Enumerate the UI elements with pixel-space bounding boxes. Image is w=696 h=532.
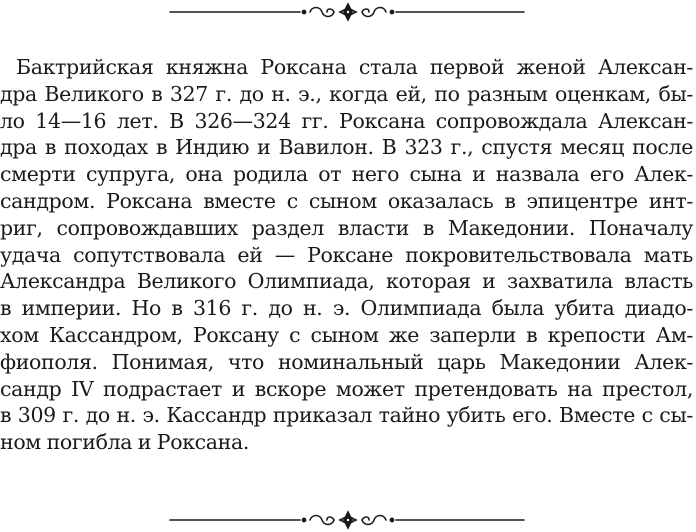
text-line: хом Кассандром, Роксану с сыном же заперли в крепости Ам- [0,322,693,347]
text-line: Александра Великого Олимпиада, которая и захватила власть [0,269,693,294]
text-line: дра в походах в Индию и Вавилон. В 323 г., спустя месяц после [0,135,693,160]
text-line: в 309 г. до н. э. Кассандр приказал тайно убить его. Вместе с сы- [0,403,693,428]
article-text [0,54,693,456]
text-line: риг, сопровождавших раздел власти в Македонии. Поначалу [0,215,693,240]
text-line: в империи. Но в 316 г. до н. э. Олимпиада была убита диадо- [0,296,693,321]
bottom-ornament-divider [0,508,696,532]
text-line: Бактрийская княжна Роксана стала первой женой Алексан- [16,55,693,79]
text-line: фиополя. Понимая, что номинальный царь Македонии Алек- [0,349,693,374]
top-ornament-divider [0,0,696,24]
text-line: удача сопутствовала ей — Роксане покровительствовала мать [0,242,693,267]
fleuron-divider-icon [0,508,696,532]
text-line: сандр IV подрастает и вскоре может претендовать на престол, [0,376,693,401]
text-line: сандром. Роксана вместе с сыном оказалась в эпицентре инт- [0,188,693,213]
text-line: дра Великого в 327 г. до н. э., когда ей, по разным оценкам, бы- [0,81,693,106]
fleuron-divider-icon [0,0,696,24]
text-line: ло 14—16 лет. В 326—324 гг. Роксана сопровождала Алексан- [0,108,693,133]
text-line: ном погибла и Роксана. [0,430,250,455]
text-line: смерти супруга, она родила от него сына и назвала его Алек- [0,162,693,187]
